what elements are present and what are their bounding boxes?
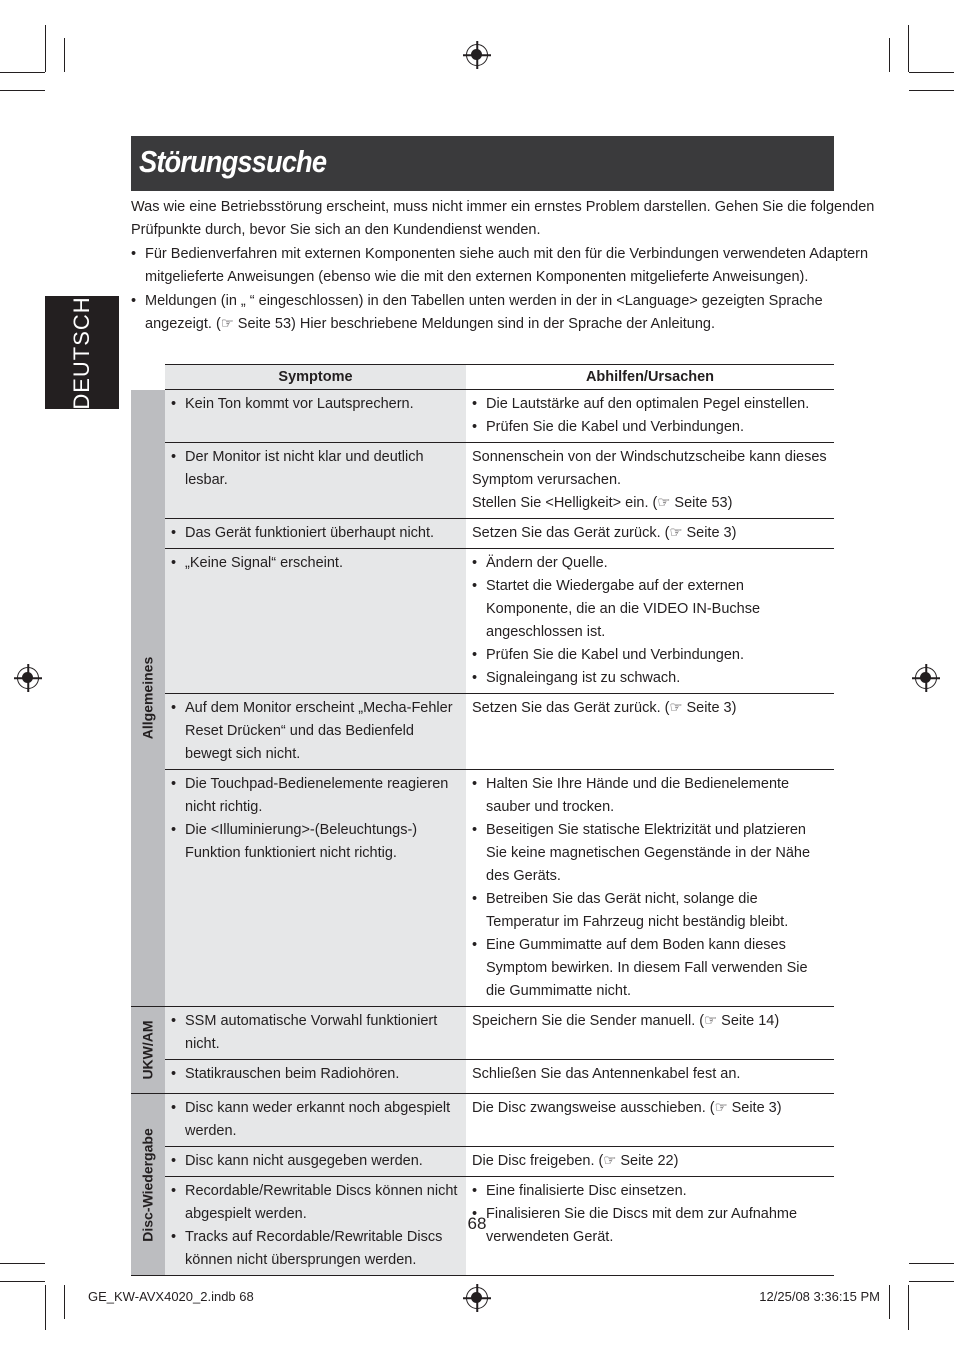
remedy-text: Setzen Sie das Gerät zurück. (☞ Seite 3) (472, 700, 737, 716)
crop-mark (909, 1263, 954, 1264)
registration-mark-icon (17, 667, 39, 689)
bullet-icon: • (131, 293, 137, 309)
intro-bullet: mitgelieferte Anweisungen (ebenso wie die mit den externen Komponenten mitgelieferte Anweisungen). (145, 269, 809, 285)
remedy-cell (466, 1007, 834, 1060)
remedy-item: • Halten Sie Ihre Hände und die Bedienelemente sauber und trocken. (486, 773, 828, 819)
remedy-text: Speichern Sie die Sender manuell. (☞ Seite 14) (472, 1013, 780, 1029)
title-bar (131, 136, 834, 191)
language-tab (45, 296, 119, 409)
symptom-cell (165, 390, 466, 443)
table-row (131, 1007, 834, 1060)
crop-mark (909, 90, 954, 91)
footer-file: GE_KW-AVX4020_2.indb 68 (88, 1289, 254, 1304)
remedy-cell (466, 1094, 834, 1147)
table-row (131, 694, 834, 770)
crop-mark (64, 38, 65, 72)
category-label: UKW/AM (139, 1020, 156, 1080)
category-cell (131, 390, 165, 1007)
remedy-item: • Beseitigen Sie statische Elektrizität und platzieren Sie keine magnetischen Gegenstände in der Nähe des Geräts. (486, 819, 828, 888)
symptom-item: • Disc kann nicht ausgegeben werden. (185, 1150, 460, 1173)
crop-mark (0, 1263, 45, 1264)
remedy-item: • Prüfen Sie die Kabel und Verbindungen. (486, 416, 828, 439)
intro-bullet: Für Bedienverfahren mit externen Komponenten siehe auch mit den für die Verbindungen verwendeten Adaptern (145, 246, 869, 262)
table-row (131, 443, 834, 519)
crop-mark (45, 25, 46, 72)
table-header-row (131, 365, 834, 390)
page-number: 68 (467, 1214, 487, 1233)
table-header-symptom: Symptome (165, 365, 466, 390)
table-row (131, 1094, 834, 1147)
remedy-text: Die Disc freigeben. (☞ Seite 22) (472, 1153, 679, 1169)
table-row (131, 1147, 834, 1177)
crop-mark (0, 90, 45, 91)
remedy-item: • Betreiben Sie das Gerät nicht, solange die Temperatur im Fahrzeug nicht beständig bleibt. (486, 888, 828, 934)
troubleshooting-table (131, 364, 834, 1276)
remedy-item: • Ändern der Quelle. (486, 552, 828, 575)
remedy-cell (466, 519, 834, 549)
symptom-cell (165, 694, 466, 770)
table-header-remedy: Abhilfen/Ursachen (466, 365, 834, 390)
symptom-item: • Auf dem Monitor erscheint „Mecha-Fehler Reset Drücken“ und das Bedienfeld bewegt sich nicht. (185, 697, 460, 766)
remedy-item: • Prüfen Sie die Kabel und Verbindungen. (486, 644, 828, 667)
symptom-cell (165, 549, 466, 694)
symptom-item: • Statikrauschen beim Radiohören. (185, 1063, 460, 1086)
remedy-text: Schließen Sie das Antennenkabel fest an. (472, 1066, 741, 1082)
symptom-cell (165, 1094, 466, 1147)
symptom-item: • Tracks auf Recordable/Rewritable Discs können nicht übersprungen werden. (185, 1226, 460, 1272)
symptom-item: • „Keine Signal“ erscheint. (185, 552, 460, 575)
symptom-item: • Die Touchpad-Bedienelemente reagieren nicht richtig. (185, 773, 460, 819)
table-header-spacer (131, 365, 165, 390)
remedy-item: • Die Lautstärke auf den optimalen Pegel einstellen. (486, 393, 828, 416)
remedy-cell (466, 694, 834, 770)
table-row (131, 770, 834, 1007)
page-title: Störungssuche (139, 144, 327, 179)
crop-mark (889, 38, 890, 72)
crop-mark (64, 1285, 65, 1319)
remedy-cell (466, 1147, 834, 1177)
symptom-cell (165, 1007, 466, 1060)
crop-mark (908, 1285, 909, 1330)
remedy-cell (466, 443, 834, 519)
language-tab-label: DEUTSCH (69, 295, 94, 410)
crop-mark (0, 1281, 45, 1282)
symptom-item: • Recordable/Rewritable Discs können nicht abgespielt werden. (185, 1180, 460, 1226)
category-label: Disc-Wiedergabe (139, 1127, 156, 1242)
symptom-cell (165, 1060, 466, 1094)
table-row (131, 519, 834, 549)
symptom-cell (165, 1147, 466, 1177)
crop-mark (45, 1285, 46, 1330)
remedy-text: Setzen Sie das Gerät zurück. (☞ Seite 3) (472, 525, 737, 541)
symptom-cell (165, 519, 466, 549)
crop-mark (889, 1285, 890, 1319)
crop-mark (0, 72, 45, 73)
symptom-item: • Kein Ton kommt vor Lautsprechern. (185, 393, 460, 416)
symptom-item: • Die <Illuminierung>-(Beleuchtungs-) Funktion funktioniert nicht richtig. (185, 819, 460, 865)
intro-line: Prüfpunkte durch, bevor Sie sich an den Kundendienst wenden. (131, 222, 541, 238)
intro-bullet: Meldungen (in „ “ eingeschlossen) in den Tabellen unten werden in der in <Language> gezeigten Sprache (145, 293, 823, 309)
remedy-cell (466, 1060, 834, 1094)
table-row (131, 549, 834, 694)
remedy-cell (466, 770, 834, 1007)
category-cell (131, 1094, 165, 1276)
registration-mark-icon (466, 1287, 488, 1309)
table-row (131, 1060, 834, 1094)
crop-mark (909, 72, 954, 73)
registration-mark-icon (466, 44, 488, 66)
remedy-text: Stellen Sie <Helligkeit> ein. (☞ Seite 53) (472, 495, 733, 511)
remedy-item: • Eine finalisierte Disc einsetzen. (486, 1180, 828, 1203)
remedy-text: Sonnenschein von der Windschutzscheibe kann dieses Symptom verursachen. (472, 449, 827, 488)
symptom-cell (165, 443, 466, 519)
symptom-cell (165, 770, 466, 1007)
bullet-icon: • (131, 246, 137, 262)
remedy-cell (466, 549, 834, 694)
remedy-item: • Startet die Wiedergabe auf der externen Komponente, die an die VIDEO IN-Buchse angeschlossen ist. (486, 575, 828, 644)
category-label: Allgemeines (139, 656, 156, 739)
table-row (131, 390, 834, 443)
symptom-item: • Der Monitor ist nicht klar und deutlich lesbar. (185, 446, 460, 492)
intro-line: Was wie eine Betriebsstörung erscheint, muss nicht immer ein ernstes Problem darstellen. Gehen Sie die folgenden (131, 199, 875, 215)
symptom-item: • Das Gerät funktioniert überhaupt nicht. (185, 522, 460, 545)
remedy-text: Die Disc zwangsweise ausschieben. (☞ Seite 3) (472, 1100, 782, 1116)
intro-bullet: angezeigt. (☞ Seite 53) Hier beschriebene Meldungen sind in der Sprache der Anleitung. (145, 316, 715, 332)
registration-mark-icon (915, 667, 937, 689)
crop-mark (908, 25, 909, 72)
remedy-item: • Finalisieren Sie die Discs mit dem zur Aufnahme verwendeten Gerät. (486, 1203, 828, 1249)
symptom-item: • Disc kann weder erkannt noch abgespielt werden. (185, 1097, 460, 1143)
remedy-cell (466, 390, 834, 443)
footer-timestamp: 12/25/08 3:36:15 PM (759, 1289, 880, 1304)
remedy-item: • Signaleingang ist zu schwach. (486, 667, 828, 690)
symptom-item: • SSM automatische Vorwahl funktioniert nicht. (185, 1010, 460, 1056)
category-cell (131, 1007, 165, 1094)
crop-mark (909, 1281, 954, 1282)
remedy-item: • Eine Gummimatte auf dem Boden kann dieses Symptom bewirken. In diesem Fall verwenden Sie die Gummimatte nicht. (486, 934, 828, 1003)
